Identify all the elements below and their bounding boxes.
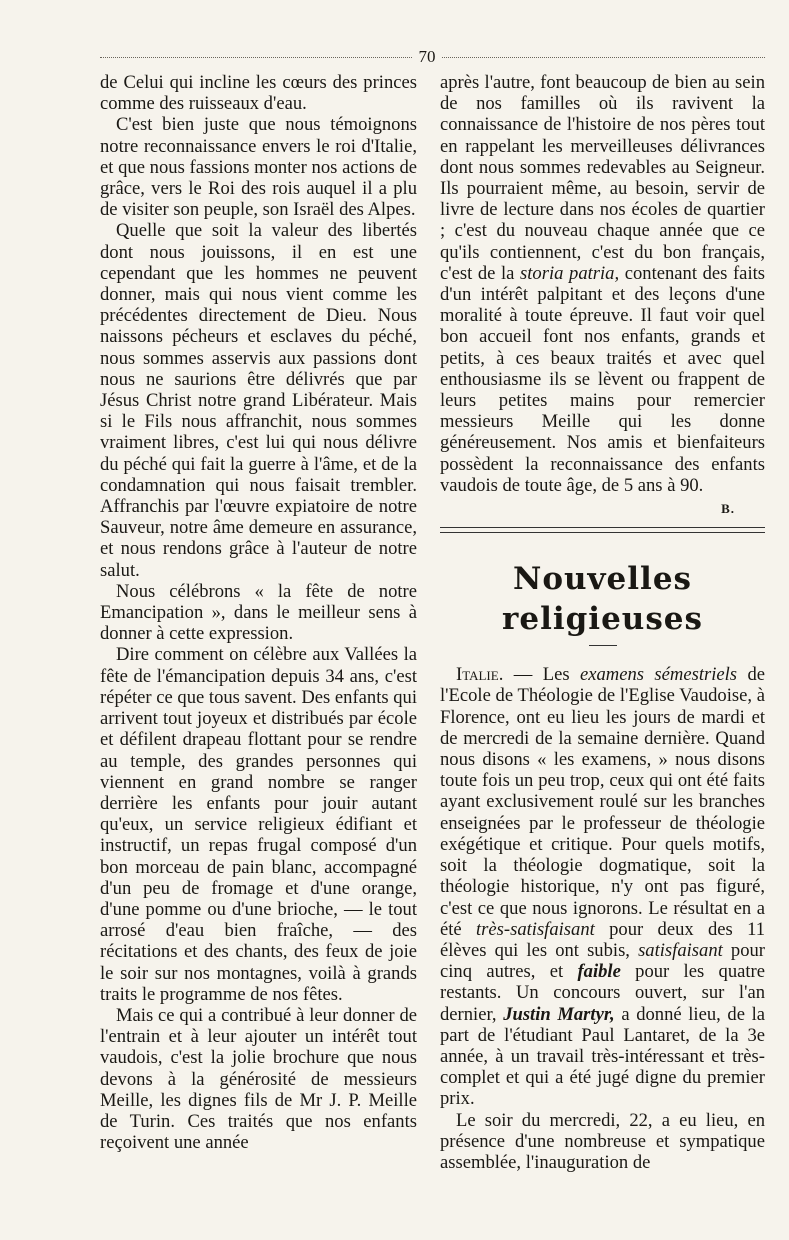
italic-text: examens sémestriels <box>580 664 738 686</box>
paragraph: Dire comment on célèbre aux Vallées la fête de l'émancipation depuis 34 ans, c'est répéter ce que tous savent. Des enfants qui arrivent tout joyeux et distribués par école et défilent drapeau flottant pour se rendre au temple, des grandes personnes qui viennent en grand nombre se ranger derrière les enfants pour jouir autant qu'eux, un service religieux édifiant et instructif, un repas frugal composé d'un bon morceau de pain blanc, accompagné d'un peu de fromage et d'une orange, d'une pomme ou d'une brioche, — le tout arrosé d'eau bien fraîche, — des récitations et des chants, des feux de joie le soir sur nos montagnes, voilà à grands traits le programme de nos fêtes. <box>100 644 418 1005</box>
text-run: pour cinq autres, et <box>440 939 765 983</box>
page-header <box>100 46 765 68</box>
text-run: après l'autre, font beaucoup de bien au sein de nos familles où ils ravivent la connaissance de l'histoire de nos pères tout en rappelant les merveilleuses délivrances dont nous sommes redevables au Seigneur. Ils pourraient même, au besoin, servir de livre de lecture dans nos écoles de quartier ; c'est du nouveau chaque année que ce qu'ils contiennent, c'est du bon français, c'est de la <box>440 72 765 284</box>
section-rule-top <box>440 527 765 528</box>
title-dash <box>589 645 617 646</box>
paragraph: Le soir du mercredi, 22, a eu lieu, en présence d'une nombreuse et sympatique assemblée, l'inauguration de <box>440 1109 765 1173</box>
text-run: de l'Ecole de Théologie de l'Eglise Vaudoise, à Florence, ont eu lieu les jours de mardi et de mercredi de la semaine dernière. Quand nous disons « les examens, » nous disons toute fois un peu trop, ceux qui ont été faits ayant exclusivement roulé sur les branches enseignées par le professeur de théologie exégétique et critique. Pour quels motifs, soit la théologie dogmatique, soit la théologie historique, n'y ont pas figuré, c'est ce que nous ignorons. Le résultat en a été <box>440 664 765 940</box>
paragraph: Quelle que soit la valeur des libertés dont nous jouissons, il en est une cependant que les hommes ne peuvent donner, mais qui nous vient comme les précédentes directement de Dieu. Nous naissons pécheurs et esclaves du péché, nous sommes asservis aux passions dont nous ne saurions être délivrés que par Jésus Christ notre grand Libérateur. Mais si le Fils nous affranchit, nous sommes vraiment libres, c'est lui qui nous délivre du péché qui fait la guerre à l'âme, et de la condamnation qui nous faisait trembler. Affranchis par l'œuvre expiatoire de notre Sauveur, notre âme demeure en assurance, et nous rendons grâce à l'auteur de notre salut. <box>100 220 417 581</box>
italic-text: Justin Martyr, <box>503 1003 615 1025</box>
paragraph: de Celui qui incline les cœurs des princes comme des ruisseaux d'eau. <box>100 72 417 115</box>
italic-text: satisfaisant <box>638 939 723 961</box>
text-run: a donné lieu, de la part de l'étudiant Paul Lantaret, de la 3e année, à un travail très-intéressant et très-complet et qui a été jugé digne du premier prix. <box>440 1003 766 1110</box>
paragraph: Nous célébrons « la fête de notre Emancipation », dans le meilleur sens à donner à cette expression. <box>100 580 417 645</box>
text-run: contenant des faits d'un intérêt palpitant et des leçons d'une moralité à toute épreuve. Il faut voir quel bon accueil font nos enfants, grands et petits, à ces beaux traités et avec quel enthousiasme ils se lèvent ou frappent de leurs petites mains pour remercier messieurs Meille qui les donne généreusement. Nos amis et bienfaiteurs possèdent la reconnaissance des enfants vaudois de toute âge, de 5 ans à 90. <box>440 262 766 496</box>
signature: B. <box>721 501 735 517</box>
page-number: 70 <box>418 47 436 66</box>
italic-text: faible <box>577 961 621 983</box>
country-label: Italie. <box>456 664 504 686</box>
text-run: pour les quatre restants. Un concours ouvert, sur l'an dernier, <box>440 961 765 1025</box>
italic-text: storia patria, <box>520 262 620 284</box>
paragraph <box>440 72 765 496</box>
paragraph: Mais ce qui a contribué à leur donner de l'entrain et à leur ajouter un intérêt tout vaudois, c'est la jolie brochure que nous devons à la générosité de messieurs Meille, les dignes fils de Mr J. P. Meille de Turin. Ces traités que nos enfants reçoivent une année <box>100 1004 417 1154</box>
italic-text: très-satisfaisant <box>476 918 595 940</box>
header-rule-right <box>442 57 765 58</box>
paragraph: C'est bien juste que nous témoignons notre reconnaissance envers le roi d'Italie, et que nous fassions monter nos actions de grâce, vers le Roi des rois auquel il a plu de visiter son peuple, son Israël des Alpes. <box>100 114 417 221</box>
left-column <box>100 72 417 1153</box>
right-column <box>440 72 765 1173</box>
text-run: pour deux des 11 élèves qui les ont subis, <box>440 918 765 961</box>
paragraph <box>440 664 765 1109</box>
section-title: Nouvelles religieuses <box>502 561 703 638</box>
section-rule-bottom <box>440 532 765 533</box>
text-run: — Les <box>503 664 580 686</box>
header-rule-left <box>100 57 412 58</box>
